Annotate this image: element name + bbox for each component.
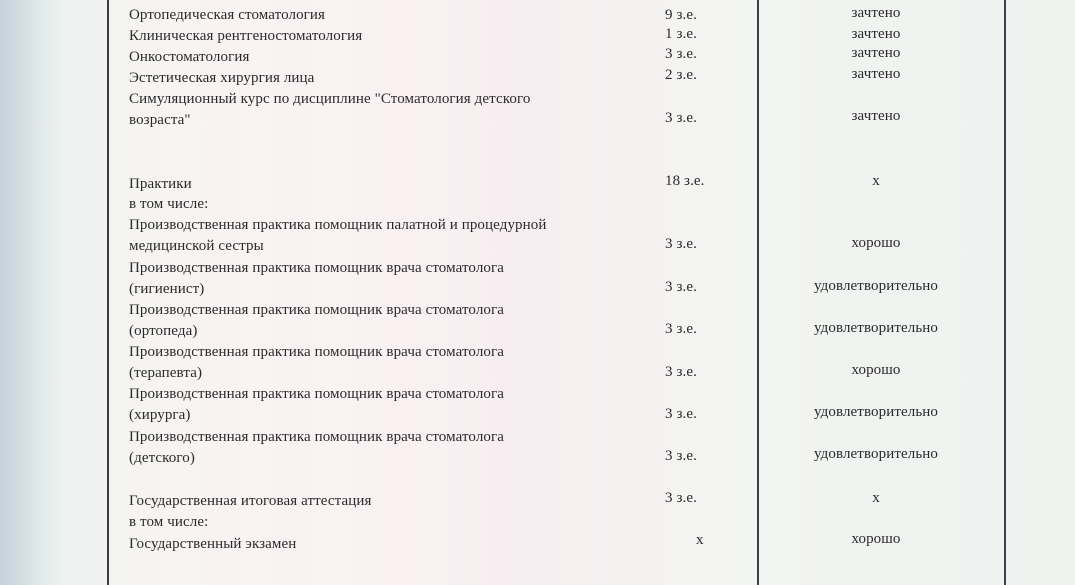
- exam-credit: х: [696, 532, 704, 548]
- practice-credit: 3 з.е.: [665, 321, 697, 337]
- course-credit: 2 з.е.: [665, 67, 697, 83]
- practice-grade: удовлетворительно: [813, 320, 939, 336]
- practice-credit: 3 з.е.: [665, 279, 697, 295]
- section-title: Государственная итоговая аттестация: [129, 493, 372, 509]
- practice-name-line2: (терапевта): [129, 365, 203, 381]
- course-credit: 3 з.е.: [665, 46, 697, 62]
- course-name: Клиническая рентгеностоматология: [129, 28, 363, 44]
- section-subtitle: в том числе:: [129, 196, 209, 212]
- course-name: Ортопедическая стоматология: [129, 7, 326, 23]
- practice-grade: хорошо: [851, 362, 901, 378]
- course-grade: зачтено: [851, 45, 901, 61]
- practice-grade: удовлетворительно: [813, 446, 939, 462]
- course-grade: зачтено: [851, 5, 901, 21]
- practice-name-line1: Производственная практика помощник врача стоматолога: [129, 302, 505, 318]
- course-credit: 3 з.е.: [665, 110, 697, 126]
- practice-name-line1: Производственная практика помощник палатной и процедурной: [129, 217, 547, 233]
- practice-grade: удовлетворительно: [813, 404, 939, 420]
- course-name: Онкостоматология: [129, 49, 250, 65]
- section-subtitle: в том числе:: [129, 514, 209, 530]
- practice-grade: хорошо: [851, 235, 901, 251]
- practice-name-line1: Производственная практика помощник врача стоматолога: [129, 344, 505, 360]
- course-grade: зачтено: [851, 108, 901, 124]
- table-border-right: [1004, 0, 1006, 585]
- practice-grade: удовлетворительно: [813, 278, 939, 294]
- practice-credit: 3 з.е.: [665, 236, 697, 252]
- practice-name-line2: (ортопеда): [129, 323, 198, 339]
- section-title: Практики: [129, 176, 192, 192]
- course-credit: 9 з.е.: [665, 7, 697, 23]
- course-name: Эстетическая хирургия лица: [129, 70, 315, 86]
- table-border-mid: [757, 0, 759, 585]
- practice-name-line1: Производственная практика помощник врача стоматолога: [129, 260, 505, 276]
- exam-grade: хорошо: [851, 531, 901, 547]
- section-credit: 3 з.е.: [665, 490, 697, 506]
- practice-name-line1: Производственная практика помощник врача стоматолога: [129, 429, 505, 445]
- scan-edge-shadow: [0, 0, 60, 585]
- table-border-left: [107, 0, 109, 585]
- section-credit: 18 з.е.: [665, 173, 705, 189]
- practice-name-line2: медицинской сестры: [129, 238, 264, 254]
- course-grade: зачтено: [851, 66, 901, 82]
- practice-credit: 3 з.е.: [665, 364, 697, 380]
- course-name-line1: Симуляционный курс по дисциплине "Стоматология детского: [129, 91, 531, 107]
- section-grade: х: [872, 173, 880, 189]
- exam-name: Государственный экзамен: [129, 536, 297, 552]
- section-grade: х: [872, 490, 880, 506]
- practice-name-line2: (детского): [129, 450, 195, 466]
- practice-name-line2: (хирурга): [129, 407, 191, 423]
- practice-credit: 3 з.е.: [665, 406, 697, 422]
- course-grade: зачтено: [851, 26, 901, 42]
- practice-credit: 3 з.е.: [665, 448, 697, 464]
- practice-name-line2: (гигиенист): [129, 281, 205, 297]
- course-credit: 1 з.е.: [665, 26, 697, 42]
- course-name-line2: возраста": [129, 112, 191, 128]
- practice-name-line1: Производственная практика помощник врача стоматолога: [129, 386, 505, 402]
